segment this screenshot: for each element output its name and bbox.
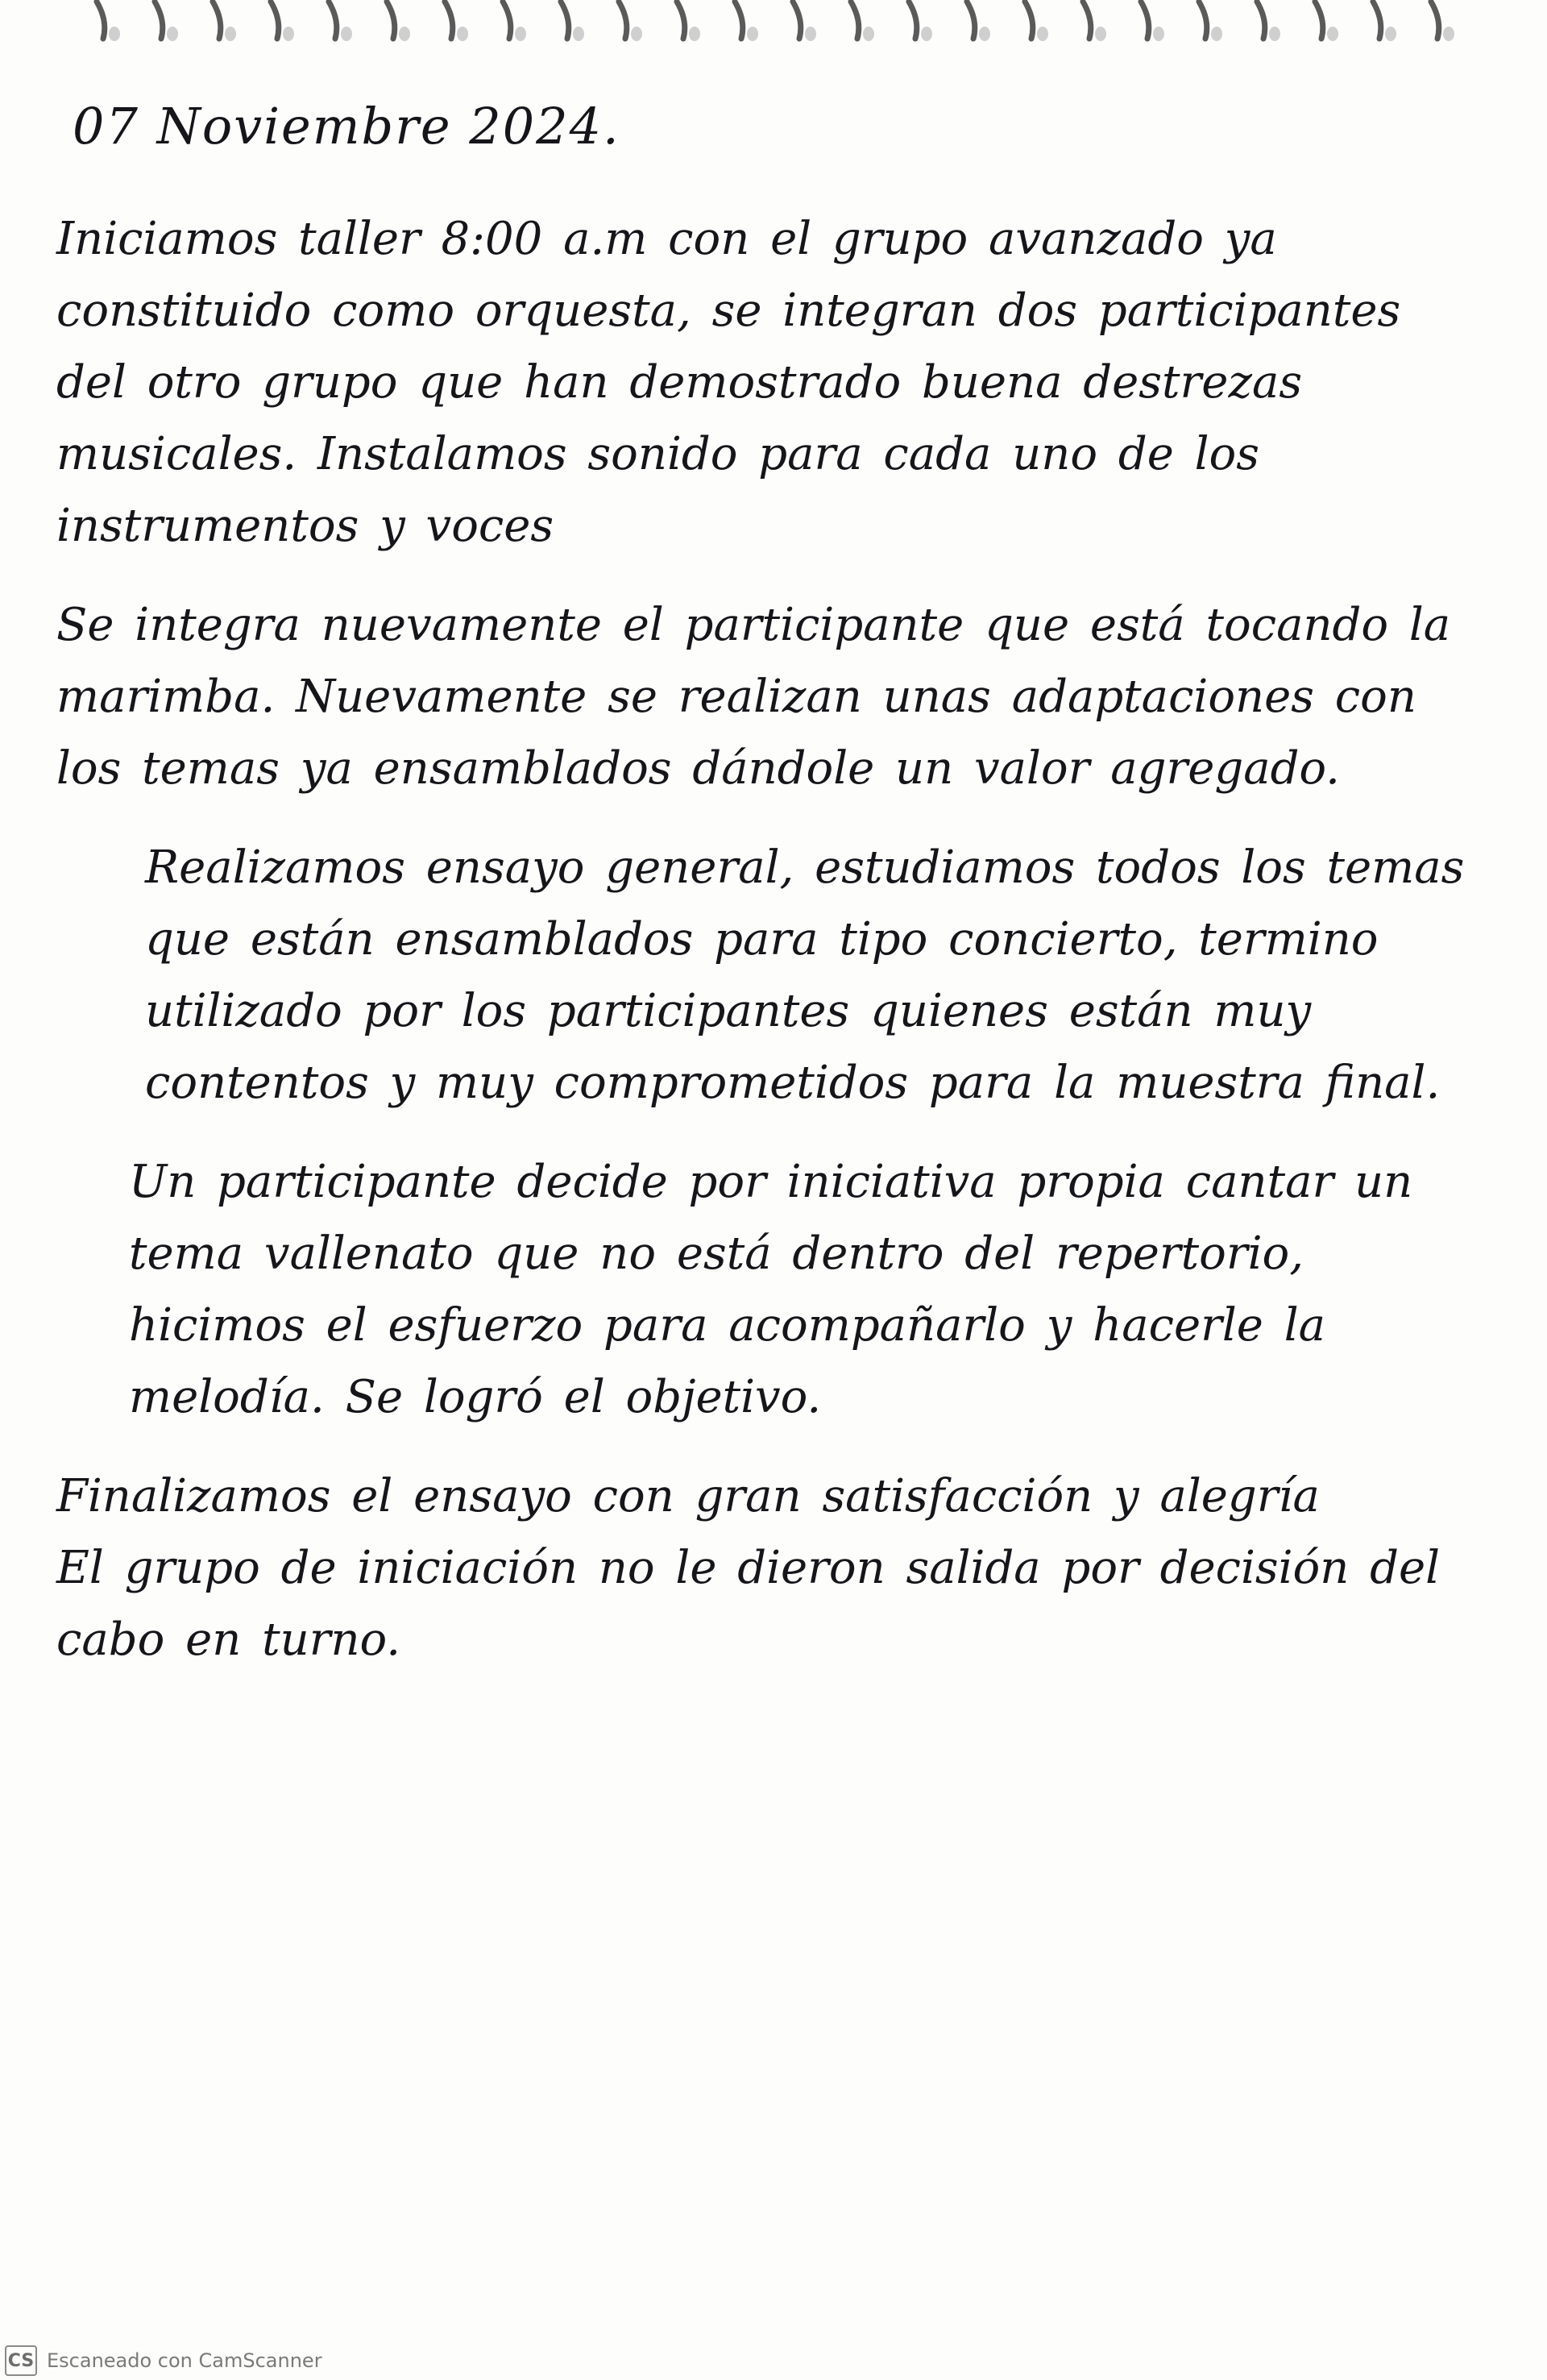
spiral-ring: [1431, 2, 1439, 39]
spiral-hole: [1385, 27, 1396, 41]
spiral-ring: [503, 2, 511, 39]
paragraph-general-rehearsal: Realizamos ensayo general, estudiamos todos los temas que están ensamblados para tipo concierto, termino utilizado por los participantes quienes están muy contentos y muy comprometidos para la muestra final.: [145, 841, 1465, 1110]
camscanner-logo-icon: CS: [5, 2345, 37, 2376]
spiral-hole: [1443, 27, 1454, 41]
handwritten-note: [56, 97, 1491, 1703]
watermark-text: Escaneado con CamScanner: [47, 2349, 322, 2372]
spiral-hole: [1153, 27, 1164, 41]
spiral-hole: [283, 27, 294, 41]
spiral-ring: [619, 2, 627, 39]
spiral-hole: [1211, 27, 1222, 41]
spiral-ring: [1315, 2, 1323, 39]
spiral-ring: [735, 2, 743, 39]
spiral-hole: [863, 27, 874, 41]
paragraph-closing: Finalizamos el ensayo con gran satisfacción y alegría: [56, 1470, 1320, 1523]
spiral-ring: [793, 2, 801, 39]
spiral-hole: [1327, 27, 1338, 41]
spiral-ring: [213, 2, 221, 39]
spiral-hole: [573, 27, 584, 41]
spiral-hole: [225, 27, 236, 41]
spiral-ring: [561, 2, 569, 39]
spiral-ring: [1025, 2, 1033, 39]
spiral-ring: [851, 2, 859, 39]
spiral-hole: [167, 27, 178, 41]
spiral-hole: [341, 27, 352, 41]
spiral-ring: [445, 2, 453, 39]
note-date: 07 Noviembre 2024.: [73, 97, 620, 156]
spiral-hole: [689, 27, 700, 41]
scanner-watermark: [0, 2341, 1547, 2380]
spiral-hole: [399, 27, 410, 41]
spiral-ring: [1257, 2, 1265, 39]
spiral-hole: [1095, 27, 1106, 41]
spiral-ring: [329, 2, 337, 39]
paragraph-workshop-start: Iniciamos taller 8:00 a.m con el grupo avanzado ya constituido como orquesta, se integran dos participantes del otro grupo que han demostrado buena destrezas musicales. Instalamos sonido para cada uno de los instrumentos y voces: [56, 213, 1401, 553]
spiral-hole: [979, 27, 990, 41]
spiral-hole: [457, 27, 468, 41]
spiral-ring: [967, 2, 975, 39]
paragraph-marimba: Se integra nuevamente el participante que está tocando la marimba. Nuevamente se realizan unas adaptaciones con los temas ya ensamblados dándole un valor agregado.: [56, 599, 1451, 795]
spiral-hole: [109, 27, 120, 41]
paragraph-initiation-group: El grupo de iniciación no le dieron salida por decisión del cabo en turno.: [56, 1542, 1441, 1667]
spiral-hole: [747, 27, 758, 41]
spiral-ring: [1199, 2, 1207, 39]
spiral-ring: [387, 2, 395, 39]
spiral-ring: [97, 2, 105, 39]
spiral-binding: [0, 0, 1547, 48]
spiral-ring: [1373, 2, 1381, 39]
spiral-hole: [805, 27, 816, 41]
spiral-hole: [631, 27, 642, 41]
spiral-hole: [1269, 27, 1280, 41]
spiral-hole: [1037, 27, 1048, 41]
paragraph-vallenato: Un participante decide por iniciativa propia cantar un tema vallenato que no está dentro del repertorio, hicimos el esfuerzo para acompañarlo y hacerle la melodía. Se logró el objetivo.: [129, 1156, 1413, 1424]
spiral-ring: [1083, 2, 1091, 39]
spiral-hole: [515, 27, 526, 41]
spiral-ring: [1141, 2, 1149, 39]
spiral-ring: [909, 2, 917, 39]
spiral-ring: [677, 2, 685, 39]
spiral-ring: [271, 2, 279, 39]
spiral-hole: [921, 27, 932, 41]
spiral-ring: [155, 2, 163, 39]
